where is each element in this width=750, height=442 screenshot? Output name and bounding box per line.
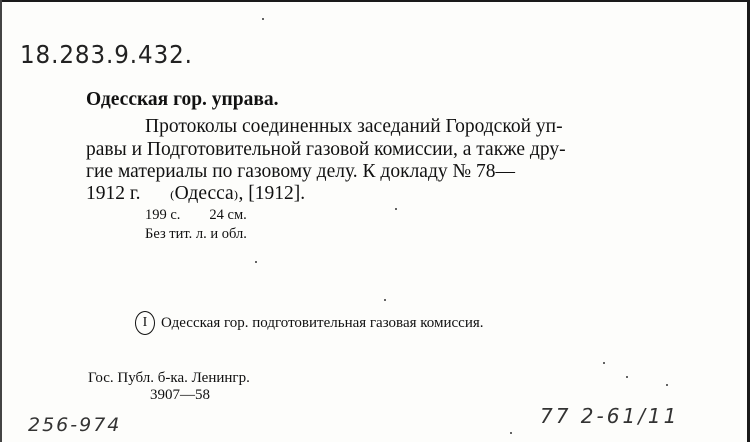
speck [395, 208, 397, 210]
speck [384, 299, 386, 301]
physical-note: Без тит. л. и обл. [145, 226, 247, 242]
handwritten-left-note: 256-974 [28, 414, 122, 436]
card-left-edge [0, 0, 2, 442]
speck [262, 18, 264, 20]
physical-description: 199 с. 24 см. [145, 207, 247, 223]
subject-number: I [135, 311, 155, 335]
call-number: 18.283.9.432. [20, 40, 193, 69]
handwritten-right-note: 77 2-61/11 [540, 404, 680, 428]
speck [510, 432, 512, 434]
body-line-2: равы и Подготовительной газовой комиссии, а также дру- [86, 139, 566, 160]
speck [626, 376, 628, 378]
body-line-3: гие материалы по газовому делу. К докладу № 78— [86, 161, 515, 182]
body-line-1: Протоколы соединенных заседаний Городской уп- [145, 116, 563, 137]
library-code: 3907—58 [150, 387, 210, 403]
speck [666, 384, 668, 386]
speck [255, 261, 257, 263]
card-top-edge [0, 0, 750, 2]
heading: Одесская гор. управа. [86, 89, 279, 110]
speck [603, 362, 605, 364]
subject-text: Одесская гор. подготовительная газовая комиссия. [161, 314, 484, 331]
library-name: Гос. Публ. б-ка. Ленингр. [88, 370, 250, 386]
subject-heading [135, 311, 484, 335]
body-line-4: 1912 г. ₍Одесса₎, [1912]. [86, 183, 306, 204]
